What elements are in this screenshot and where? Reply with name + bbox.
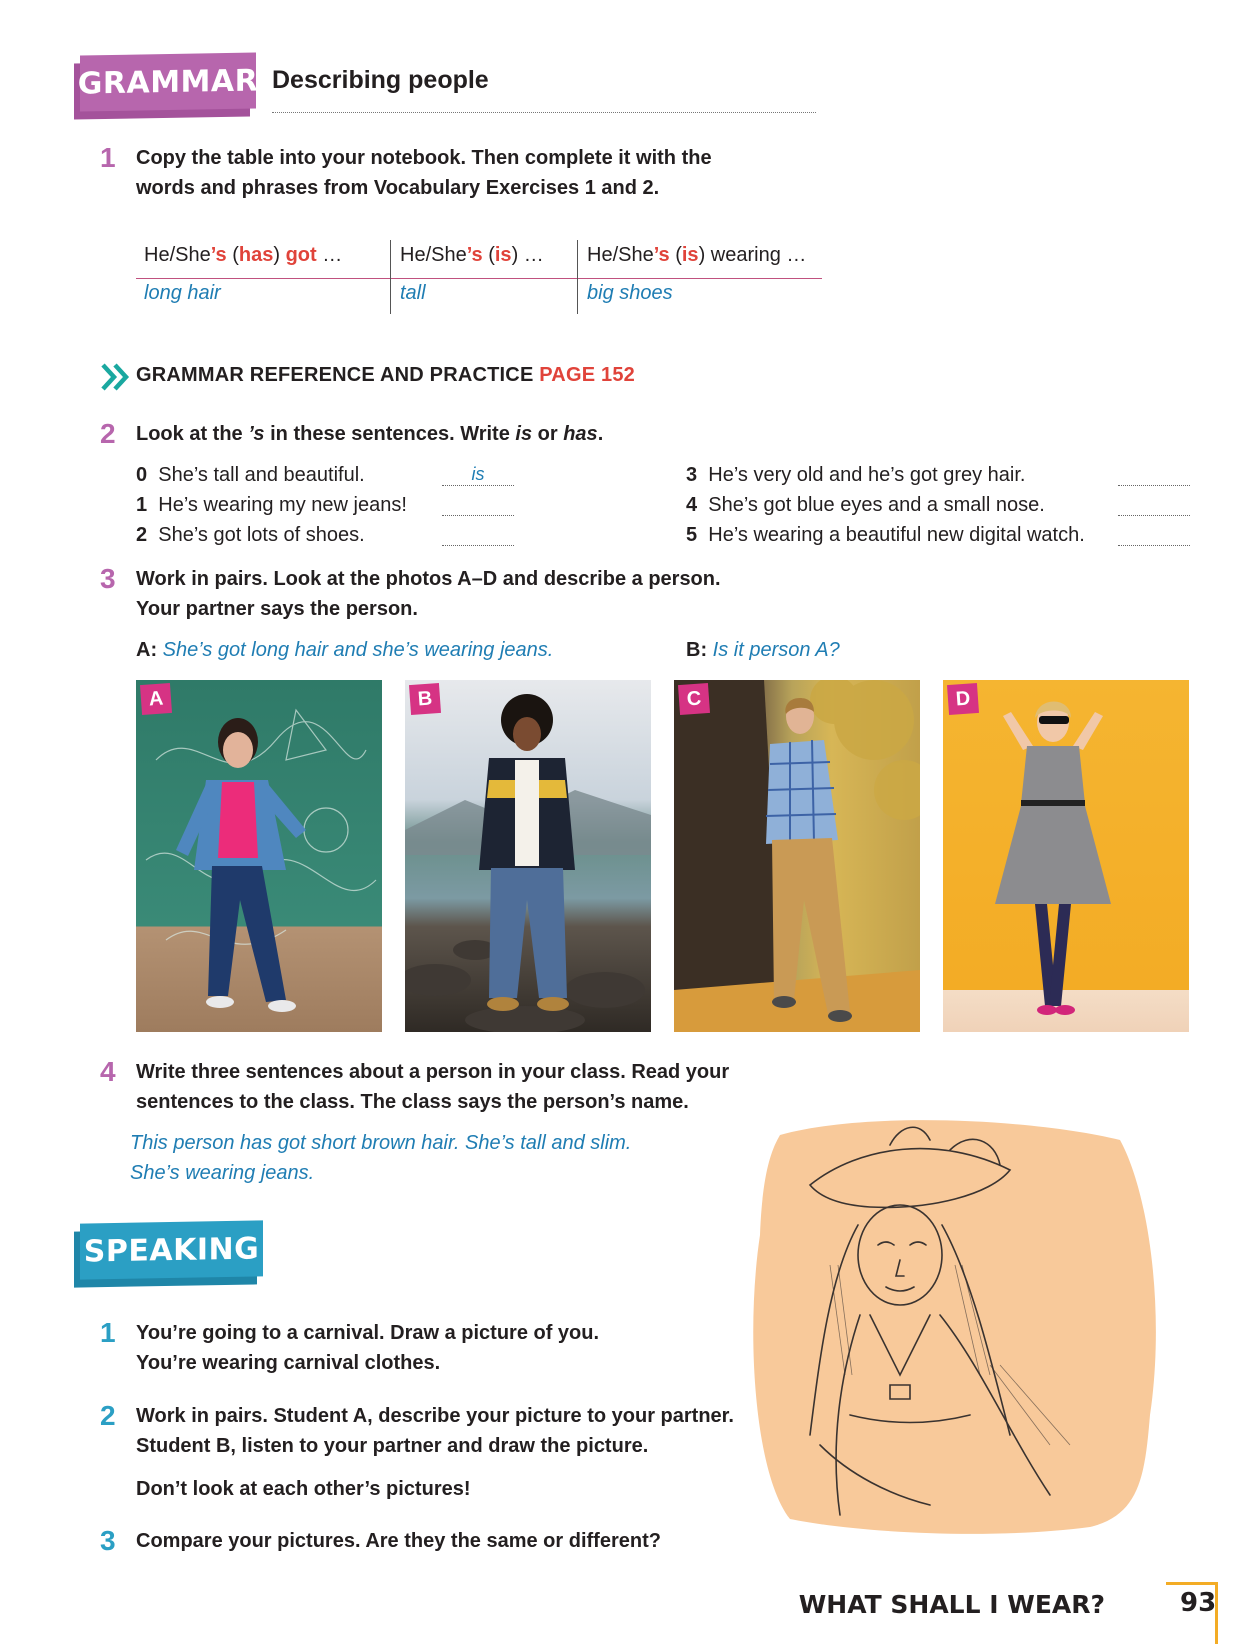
exercise-3-line-1: Work in pairs. Look at the photos A–D and describe a person. (136, 568, 721, 590)
exercise-4-example-1: This person has got short brown hair. She’s tall and slim. (130, 1132, 632, 1154)
speaking-banner (80, 1222, 263, 1278)
photo-label: C (678, 683, 710, 715)
photo-a (136, 680, 382, 1032)
table-header-col-2: He/She’s (is) … (400, 244, 544, 266)
grammar-banner-label: GRAMMAR (80, 52, 256, 111)
exercise-1-line-1: Copy the table into your notebook. Then complete it with the (136, 147, 712, 169)
photo-c (674, 680, 920, 1032)
exercise-2-item: 2 She’s got lots of shoes. (136, 524, 365, 546)
photo-label: A (140, 683, 172, 715)
subtitle-divider (272, 112, 816, 113)
exercise-3-line-2: Your partner says the person. (136, 598, 418, 620)
speaking-1-line-2: You’re wearing carnival clothes. (136, 1352, 441, 1374)
exercise-2-number: 2 (100, 418, 116, 449)
double-chevron-icon (100, 362, 134, 392)
speaking-3-line-1: Compare your pictures. Are they the same or different? (136, 1530, 661, 1552)
speaking-2-line-1: Work in pairs. Student A, describe your picture to your partner. (136, 1405, 734, 1427)
exercise-2-item: 1 He’s wearing my new jeans! (136, 494, 407, 516)
table-example-col-1: long hair (144, 282, 221, 304)
speaking-2-number: 2 (100, 1400, 116, 1431)
exercise-2-item: 3 He’s very old and he’s got grey hair. (686, 464, 1026, 486)
girl-in-denim-illustration (136, 680, 382, 1032)
exercise-2-item: 4 She’s got blue eyes and a small nose. (686, 494, 1045, 516)
speaking-3-number: 3 (100, 1525, 116, 1556)
girl-in-grey-dress-illustration (943, 680, 1189, 1032)
table-example-col-3: big shoes (587, 282, 673, 304)
answer-blank[interactable]: is (442, 464, 514, 486)
photo-d (943, 680, 1189, 1032)
speaking-2-line-2: Student B, listen to your partner and draw the picture. (136, 1435, 649, 1457)
exercise-4-number: 4 (100, 1056, 116, 1087)
exercise-1-line-2: words and phrases from Vocabulary Exercises 1 and 2. (136, 177, 660, 199)
speaking-1-number: 1 (100, 1317, 116, 1348)
speaking-1-line-1: You’re going to a carnival. Draw a picture of you. (136, 1322, 600, 1344)
table-column-divider (390, 240, 391, 314)
answer-blank[interactable] (442, 524, 514, 546)
table-example-col-2: tall (400, 282, 426, 304)
speaking-2-line-3: Don’t look at each other’s pictures! (136, 1478, 471, 1500)
exercise-4-line-2: sentences to the class. The class says the person’s name. (136, 1091, 689, 1113)
table-header-col-3: He/She’s (is) wearing … (587, 244, 807, 266)
exercise-3-number: 3 (100, 563, 116, 594)
exercise-4-line-1: Write three sentences about a person in your class. Read your (136, 1061, 730, 1083)
exercise-1-number: 1 (100, 142, 116, 173)
dialogue-b: B: Is it person A? (686, 639, 840, 661)
answer-blank[interactable] (1118, 464, 1190, 486)
grammar-reference-link[interactable]: GRAMMAR REFERENCE AND PRACTICE PAGE 152 (136, 364, 635, 386)
boy-by-lake-illustration (405, 680, 651, 1032)
dialogue-a: A: She’s got long hair and she’s wearing jeans. (136, 639, 554, 661)
exercise-2-instruction: Look at the ’s in these sentences. Write is or has. (136, 423, 604, 445)
page-number: 93 (1180, 1588, 1217, 1618)
table-header-col-1: He/She’s (has) got … (144, 244, 343, 266)
photo-label: D (947, 683, 979, 715)
answer-blank[interactable] (1118, 524, 1190, 546)
exercise-2-item: 5 He’s wearing a beautiful new digital watch. (686, 524, 1085, 546)
photo-b (405, 680, 651, 1032)
answer-blank[interactable] (1118, 494, 1190, 516)
speaking-banner-label: SPEAKING (80, 1220, 263, 1279)
grammar-table (136, 240, 822, 314)
exercise-4-example-2: She’s wearing jeans. (130, 1162, 315, 1184)
photo-label: B (409, 683, 441, 715)
table-column-divider (577, 240, 578, 314)
exercise-2-item: 0 She’s tall and beautiful. (136, 464, 365, 486)
section-subtitle: Describing people (272, 66, 489, 94)
unit-title: WHAT SHALL I WEAR? (798, 1590, 1105, 1619)
table-header-rule (136, 278, 822, 279)
grammar-banner (77, 54, 259, 110)
answer-blank[interactable] (442, 494, 514, 516)
young-man-by-tree-illustration (674, 680, 920, 1032)
carnival-pirate-sketch (750, 1115, 1160, 1535)
